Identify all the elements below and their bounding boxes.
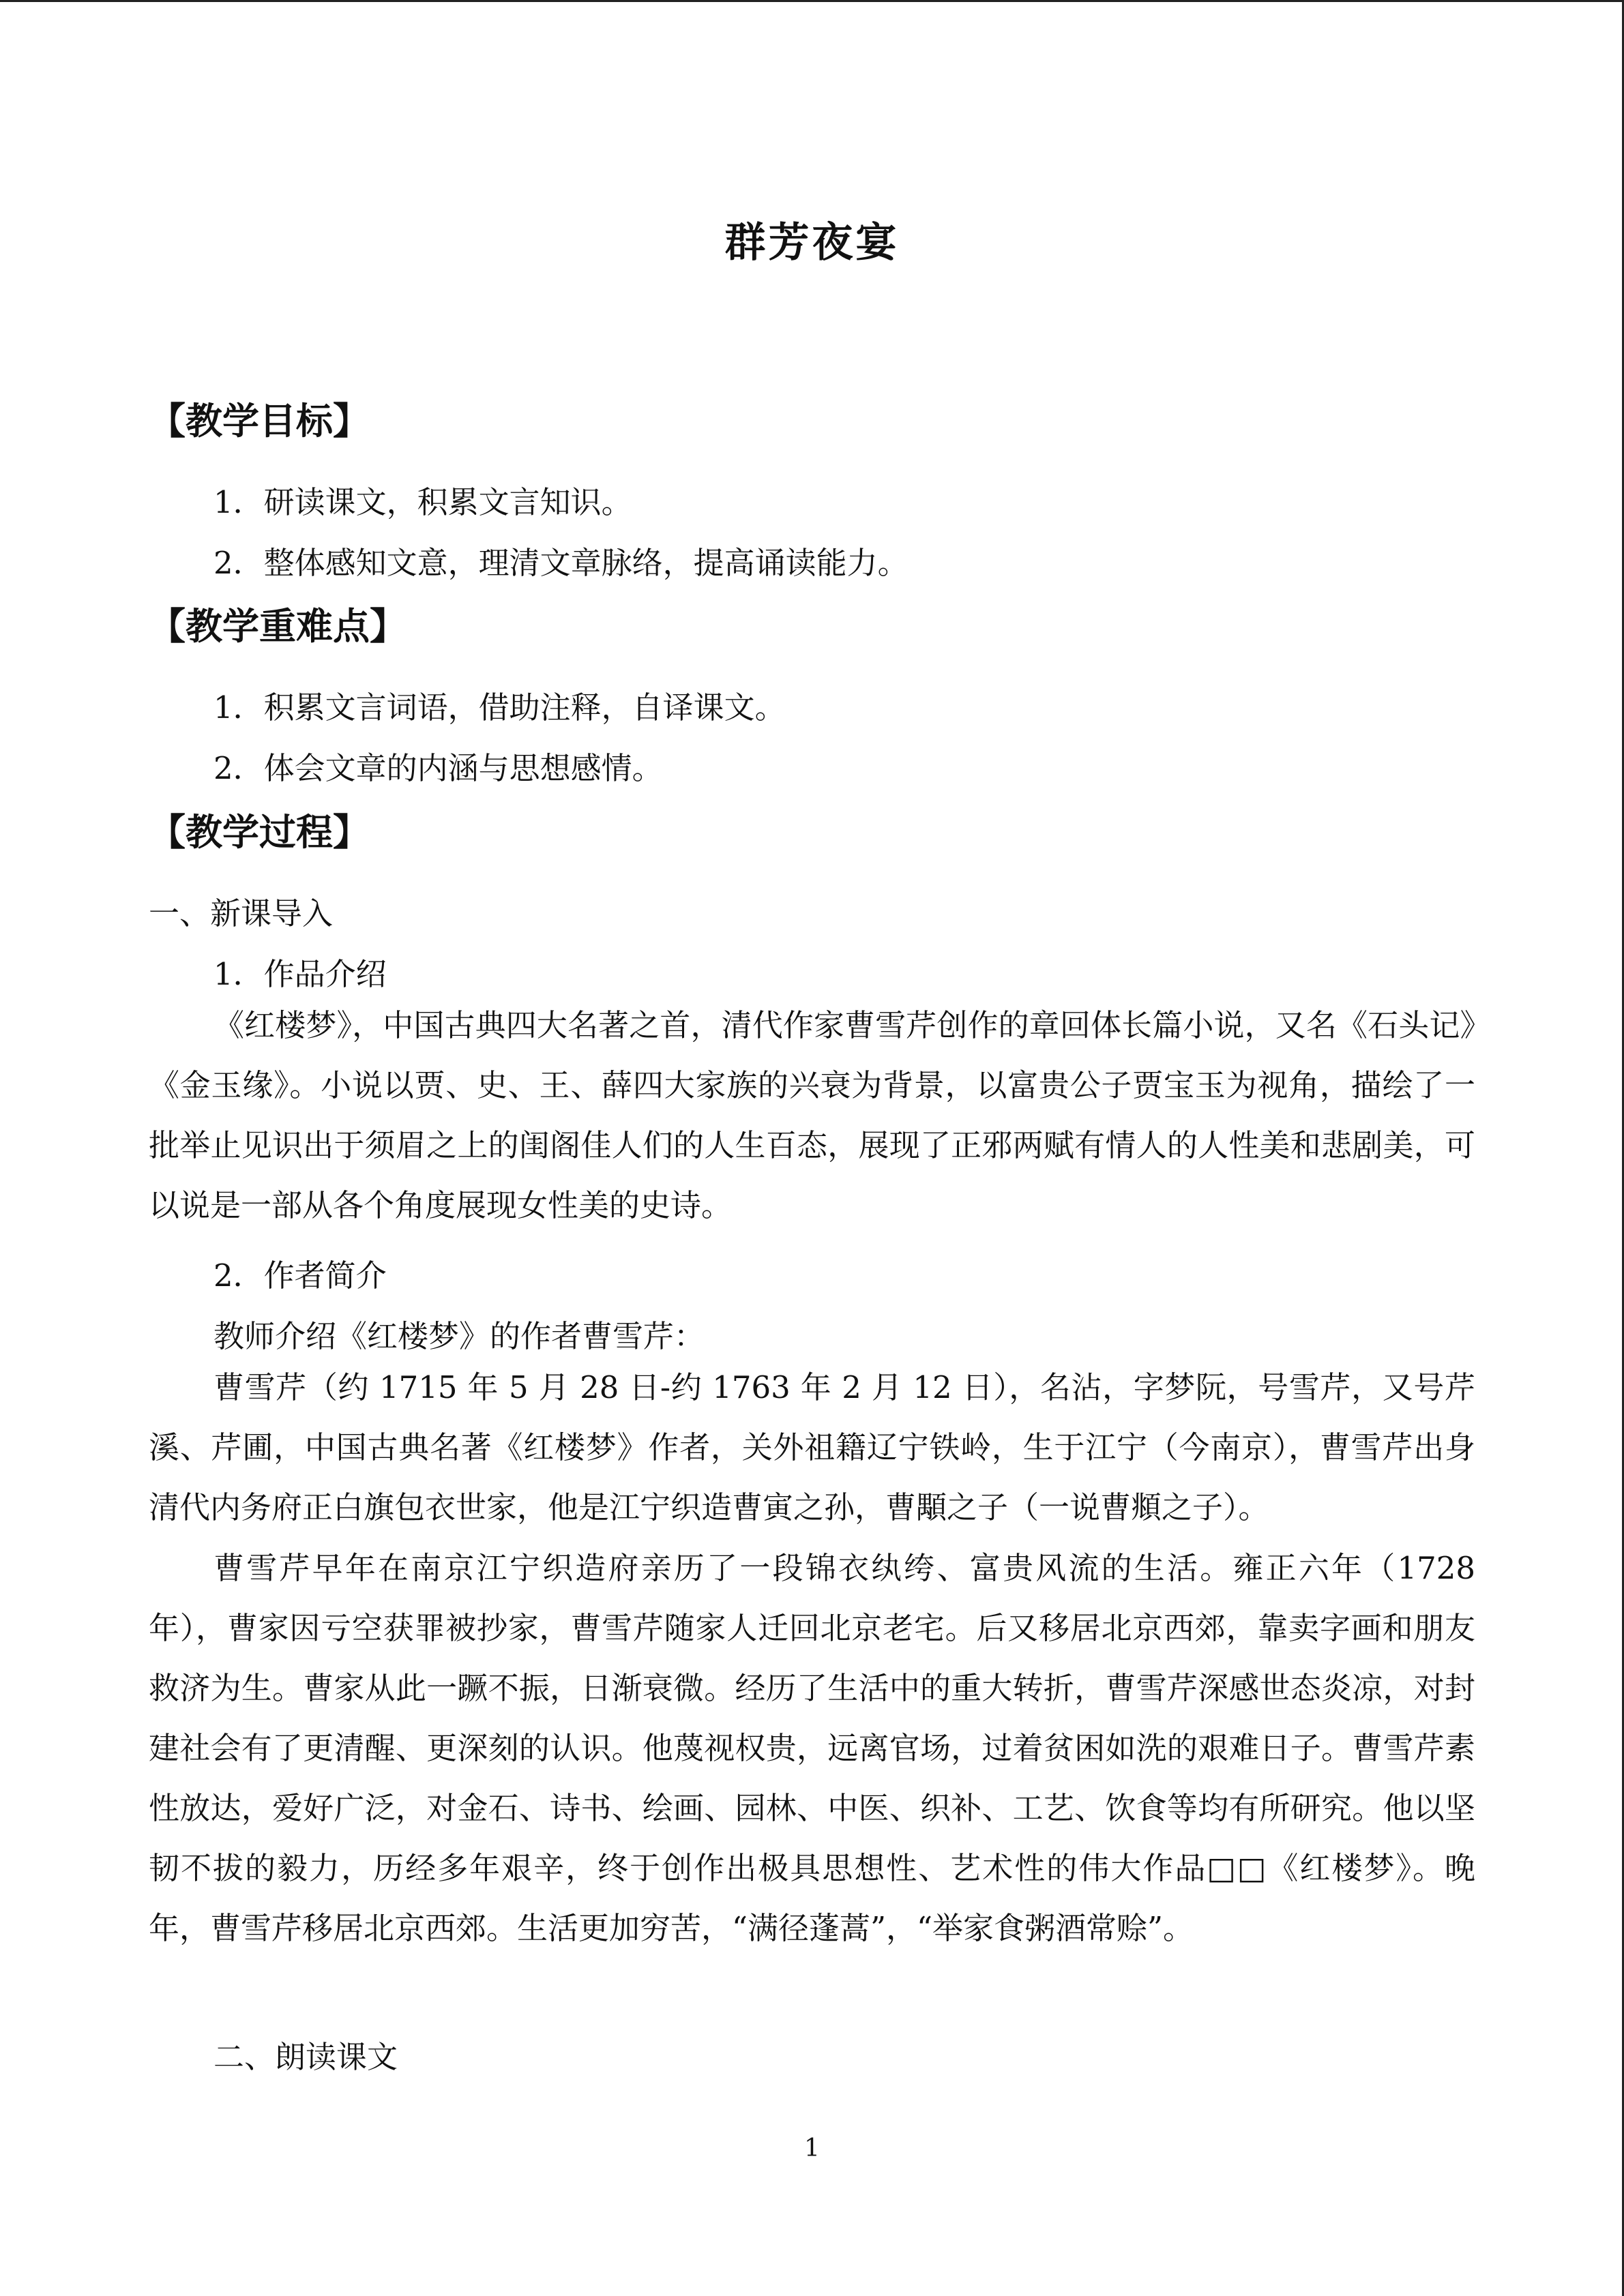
author-paragraph-2: 曹雪芹早年在南京江宁织造府亲历了一段锦衣纨绔、富贵风流的生活。雍正六年（1728 年），曹家因亏空获罪被抄家，曹雪芹随家人迁回北京老宅。后又移居北京西郊，靠卖字画和朋友救济为生。曹家从此一蹶不振，日渐衰微。经历了生活中的重大转折，曹雪芹深感世态炎凉，对封建社会有了更清醒、更深刻的认识。他蔑视权贵，远离官场，过着贫困如洗的艰难日子。曹雪芹素性放达，爱好广泛，对金石、诗书、绘画、园林、中医、织补、工艺、饮食等均有所研究。他以坚韧不拔的毅力，历经多年艰辛，终于创作出极具思想性、艺术性的伟大作品□□《红楼梦》。晚年，曹雪芹移居北京西郊。生活更加穷苦，“满径蓬蒿”，“举家食粥酒常赊”。 xyxy=(149,1550,1475,1946)
author-intro-line: 教师介绍《红楼梦》的作者曹雪芹： xyxy=(213,1318,705,1354)
key-point-item-2: 2．体会文章的内涵与思想感情。 xyxy=(213,750,663,786)
goal-item-2: 2．整体感知文意，理清文章脉络，提高诵读能力。 xyxy=(213,545,909,581)
sub1-title: 1．作品介绍 xyxy=(213,956,387,992)
section-heading-process: 【教学过程】 xyxy=(149,811,370,854)
section-heading-goals: 【教学目标】 xyxy=(149,400,370,443)
part2-title: 二、朗读课文 xyxy=(213,2039,398,2075)
document-title: 群芳夜宴 xyxy=(724,219,900,267)
page-number: 1 xyxy=(804,2134,820,2162)
section-heading-key-points: 【教学重难点】 xyxy=(149,605,407,648)
work-intro-paragraph: 《红楼梦》，中国古典四大名著之首，清代作家曹雪芹创作的章回体长篇小说，又名《石头记》《金玉缘》。小说以贾、史、王、薛四大家族的兴衰为背景，以富贵公子贾宝玉为视角，描绘了一批举止见识出于须眉之上的闺阁佳人们的人生百态，展现了正邪两赋有情人的人性美和悲剧美，可以说是一部从各个角度展现女性美的史诗。 xyxy=(149,1007,1475,1223)
sub2-title: 2．作者简介 xyxy=(213,1257,387,1294)
key-point-item-1: 1．积累文言词语，借助注释，自译课文。 xyxy=(213,689,786,726)
part1-title: 一、新课导入 xyxy=(149,895,334,931)
goal-item-1: 1．研读课文，积累文言知识。 xyxy=(213,484,632,520)
author-paragraph-1: 曹雪芹（约 1715 年 5 月 28 日-约 1763 年 2 月 12 日），名沾，字梦阮，号雪芹，又号芹溪、芹圃，中国古典名著《红楼梦》作者，关外祖籍辽宁铁岭，生于江宁（今南京），曹雪芹出身清代内务府正白旗包衣世家，他是江宁织造曹寅之孙，曹顒之子（一说曹頫之子）。 xyxy=(149,1369,1475,1525)
